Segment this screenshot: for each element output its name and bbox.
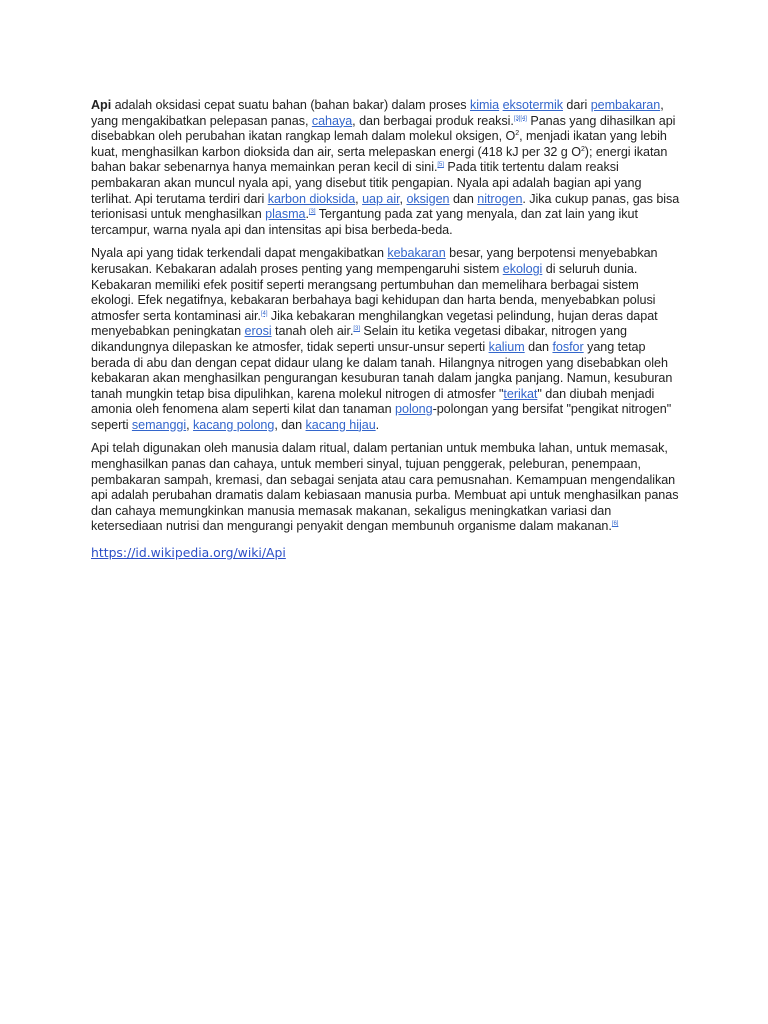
text: .: [375, 417, 380, 432]
text: Jika kebakaran menghilangkan vegetasi pelindung, hujan deras dapat menyebabkan peningkatan: [91, 308, 658, 339]
text: adalah oksidasi cepat suatu bahan (bahan bakar) dalam proses: [111, 98, 470, 112]
reference-3-4[interactable]: [3][4]: [513, 115, 527, 122]
link-ekologi[interactable]: ekologi: [502, 261, 543, 276]
link-erosi[interactable]: erosi: [244, 324, 272, 339]
text: " dan diubah menjadi amonia oleh fenomena alam seperti kilat dan tanaman: [91, 386, 655, 417]
paragraph-2: [91, 246, 683, 433]
text: , menjadi ikatan yang lebih kuat, menghasilkan karbon dioksida dan air, serta melepaskan energi (418 kJ per 32 g O: [91, 129, 667, 159]
text: . Jika cukup panas, gas bisa terionisasi untuk menghasilkan: [91, 191, 680, 222]
reference-6[interactable]: [6]: [611, 521, 619, 528]
text: Api telah digunakan oleh manusia dalam ritual, dalam pertanian untuk membuka lahan, untuk memasak, menghasilkan panas dan cahaya, untuk memberi sinyal, tujuan penggerak, peleburan, penempaan, pembakaran sampah, kremasi, dan sebagai senjata atau cara pemusnahan. Kemampuan mengendalikan api adalah perubahan dramatis dalam kebiasaan manusia purba. Membuat api untuk menghasilkan panas dan cahaya memungkinkan manusia memasak makanan, sekaligus meningkatkan variasi dan ketersediaan nutrisi dan mengurangi penyakit dengan membunuh organisme dalam makanan.: [91, 441, 679, 534]
text: Selain itu ketika vegetasi dibakar, nitrogen yang dikandungnya dilepaskan ke atmosfer, tidak seperti unsur-unsur seperti: [91, 324, 627, 354]
text: , dan: [274, 417, 306, 432]
text: Nyala api yang tidak terkendali dapat mengakibatkan: [91, 246, 388, 261]
text: .: [305, 207, 309, 222]
link-kalium[interactable]: kalium: [488, 339, 525, 354]
text: besar, yang berpotensi menyebabkan kerusakan. Kebakaran adalah proses penting yang mempengaruhi sistem: [91, 246, 658, 276]
text: , dan berbagai produk reaksi.: [352, 113, 514, 128]
link-polong[interactable]: polong: [395, 402, 433, 417]
text: ,: [186, 417, 194, 432]
link-semanggi[interactable]: semanggi: [131, 417, 187, 432]
link-kimia[interactable]: kimia: [470, 98, 500, 112]
oxygen-subscript: 2: [515, 130, 520, 137]
link-uap-air[interactable]: uap air: [362, 191, 400, 206]
link-kacang-polong[interactable]: kacang polong: [193, 417, 275, 432]
reference-3[interactable]: [3]: [353, 326, 360, 333]
text: yang tetap berada di abu dan dengan cepat didaur ulang ke dalam tanah. Hilangnya nitrogen yang disebabkan oleh kebakaran akan menghasilkan pengurangan kesuburan tanah dalam jangka panjang. Namun, kesuburan tanah mungkin tetap bisa dipulihkan, karena molekul nitrogen di atmosfer ": [91, 339, 673, 401]
paragraph-1: [91, 98, 683, 238]
text: -polongan yang bersifat "pengikat nitrogen" seperti: [91, 402, 672, 432]
text: ,: [355, 191, 363, 206]
source-link[interactable]: https://id.wikipedia.org/wiki/Api: [91, 545, 286, 561]
text: ); energi ikatan bahan bakar sebenarnya hanya memainkan peran kecil di sini.: [91, 144, 668, 175]
reference-5[interactable]: [5]: [437, 162, 444, 169]
link-nitrogen[interactable]: nitrogen: [477, 191, 523, 206]
source-url: [91, 545, 683, 560]
link-terikat[interactable]: terikat: [503, 386, 538, 401]
reference-3[interactable]: [3]: [308, 208, 316, 215]
link-fosfor[interactable]: fosfor: [552, 339, 584, 354]
link-oksigen[interactable]: oksigen: [406, 191, 450, 206]
link-eksotermik[interactable]: eksotermik: [502, 98, 563, 112]
link-cahaya[interactable]: cahaya: [311, 113, 353, 128]
oxygen-subscript: 2: [580, 145, 585, 153]
text: dari: [562, 98, 591, 112]
link-kacang-hijau[interactable]: kacang hijau: [305, 417, 376, 432]
link-pembakaran[interactable]: pembakaran: [590, 98, 661, 112]
text: ,: [399, 191, 407, 206]
text: Pada titik tertentu dalam reaksi pembakaran akan muncul nyala api, yang disebut titik pengapian. Nyala api adalah bagian api yang terlihat. Api terutama terdiri dari: [91, 160, 642, 206]
paragraph-3: [91, 441, 683, 535]
text: Panas yang dihasilkan api disebabkan oleh perubahan ikatan rangkap lemah dalam molekul oksigen, O: [91, 113, 676, 144]
reference-4[interactable]: [4]: [260, 310, 268, 317]
article-body: [91, 98, 683, 560]
link-karbon-dioksida[interactable]: karbon dioksida: [267, 191, 356, 206]
text: dan: [449, 191, 478, 206]
article-term: Api: [91, 98, 112, 112]
text: , yang mengakibatkan pelepasan panas,: [91, 98, 664, 128]
text: dan: [524, 339, 553, 354]
text: tanah oleh air.: [271, 324, 354, 339]
link-plasma[interactable]: plasma: [265, 207, 306, 222]
text: di seluruh dunia. Kebakaran memiliki efek positif seperti merangsang pertumbuhan dan memelihara berbagai sistem ekologi. Efek negatifnya, kebakaran berbahaya bagi kehidupan dan harta benda, menyebabkan polusi atmosfer serta kontaminasi air.: [91, 261, 656, 323]
link-kebakaran[interactable]: kebakaran: [387, 246, 446, 261]
text: Tergantung pada zat yang menyala, dan zat lain yang ikut tercampur, warna nyala api dan intensitas api bisa berbeda-beda.: [91, 207, 638, 237]
